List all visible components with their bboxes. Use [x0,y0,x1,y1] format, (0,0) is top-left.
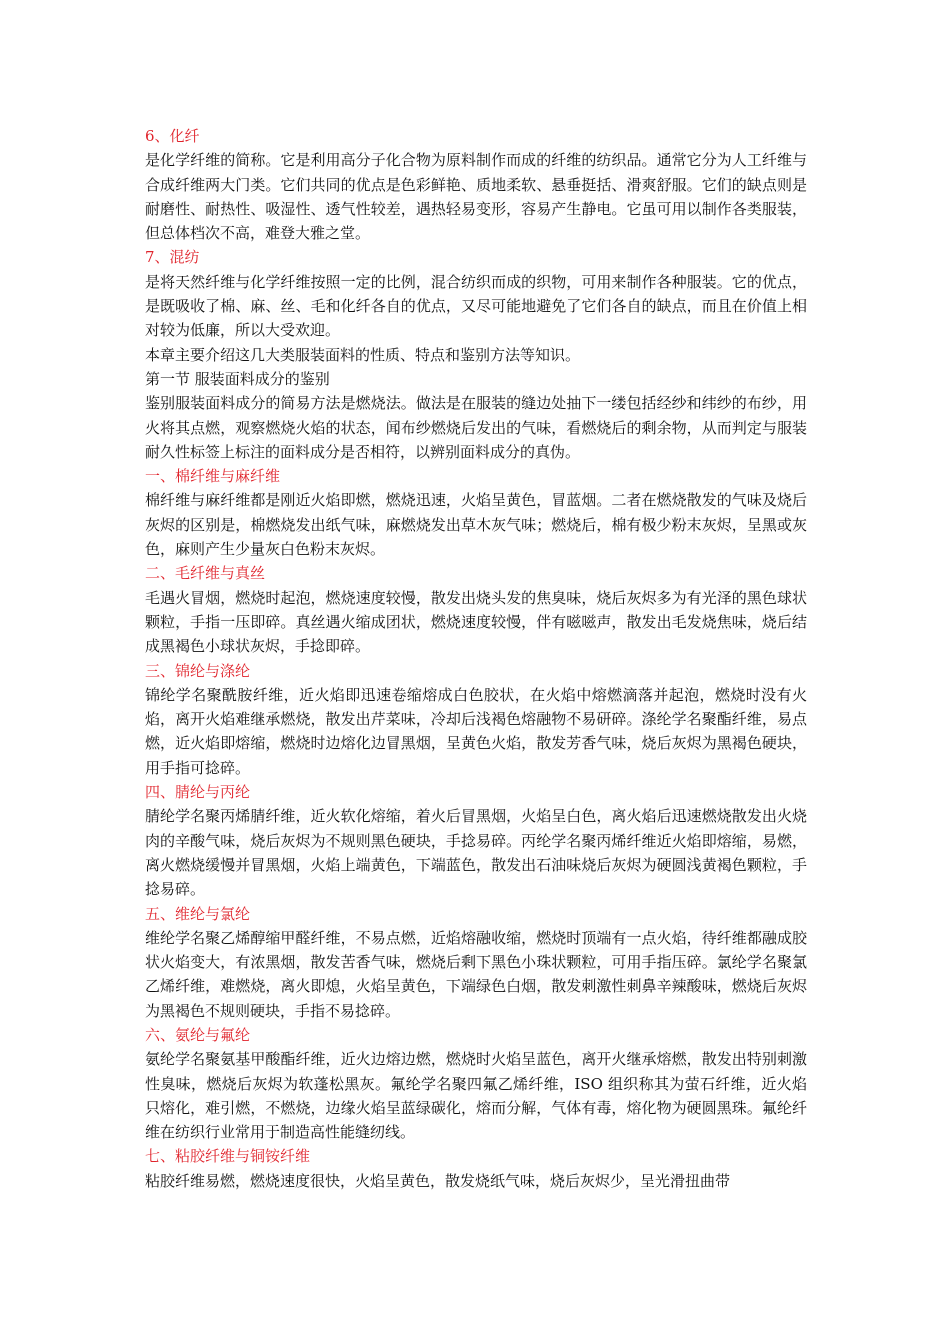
paragraph-synthetic-fiber: 是化学纤维的简称。它是利用高分子化合物为原料制作而成的纤维的纺织品。通常它分为人工纤维与合成纤维两大门类。它们共同的优点是色彩鲜艳、质地柔软、悬垂挺括、滑爽舒服。它们的缺点则是耐磨性、耐热性、吸湿性、透气性较差，遇热轻易变形，容易产生静电。它虽可用以制作各类服装，但总体档次不高，难登大雅之堂。 [145,151,807,243]
section-heading-synthetic-fiber: 6、化纤 [145,127,200,145]
section-heading-cotton-linen: 一、棉纤维与麻纤维 [145,467,281,486]
section-heading-viscose-cupro: 七、粘胶纤维与铜铵纤维 [145,1147,311,1166]
paragraph-burning-method: 鉴别服装面料成分的简易方法是燃烧法。做法是在服装的缝边处抽下一缕包括经纱和纬纱的布纱，用火将其点燃，观察燃烧火焰的状态，闻布纱燃烧后发出的气味，看燃烧后的剩余物，从而判定与服装耐久性标签上标注的面料成分是否相符，以辨别面料成分的真伪。 [145,394,807,461]
paragraph-spandex-ptfe: 氨纶学名聚氨基甲酸酯纤维，近火边熔边燃，燃烧时火焰呈蓝色，离开火继承熔燃，散发出特别刺激性臭味，燃烧后灰烬为软蓬松黑灰。氟纶学名聚四氟乙烯纤维，ISO 组织称其为萤石纤维，近火焰只熔化，难引燃，不燃烧，边缘火焰呈蓝绿碳化，熔而分解，气体有毒，熔化物为硬圆黑珠。氟纶纤维在纺织行业常用于制造高性能缝纫线。 [145,1050,807,1142]
paragraph-vinylon-pvc: 维纶学名聚乙烯醇缩甲醛纤维，不易点燃，近焰熔融收缩，燃烧时顶端有一点火焰，待纤维都融成胶状火焰变大，有浓黑烟，散发苦香气味，燃烧后剩下黑色小珠状颗粒，可用手指压碎。氯纶学名聚氯乙烯纤维，难燃烧，离火即熄，火焰呈黄色，下端绿色白烟，散发刺激性刺鼻辛辣酸味，燃烧后灰烬为黑褐色不规则硬块，手指不易捻碎。 [145,928,807,1020]
paragraph-acrylic-polypropylene: 腈纶学名聚丙烯腈纤维，近火软化熔缩，着火后冒黑烟，火焰呈白色，离火焰后迅速燃烧散发出火烧肉的辛酸气味，烧后灰烬为不规则黑色硬块，手捻易碎。丙纶学名聚丙烯纤维近火焰即熔缩，易燃，离火燃烧缓慢并冒黑烟，火焰上端黄色，下端蓝色，散发出石油味烧后灰烬为硬圆浅黄褐色颗粒，手捻易碎。 [145,807,807,899]
section-heading-nylon-polyester: 三、锦纶与涤纶 [145,661,251,680]
section-heading-blended: 7、混纺 [145,248,200,267]
paragraph-blended: 是将天然纤维与化学纤维按照一定的比例，混合纺织而成的织物，可用来制作各种服装。它的优点，是既吸收了棉、麻、丝、毛和化纤各自的优点，又尽可能地避免了它们各自的缺点，而且在价值上相对较为低廉，所以大受欢迎。 [145,272,807,340]
section-heading-acrylic-polypropylene: 四、腈纶与丙纶 [145,783,251,802]
paragraph-viscose-cupro: 粘胶纤维易燃，燃烧速度很快，火焰呈黄色，散发烧纸气味，烧后灰烬少，呈光滑扭曲带 [145,1171,731,1190]
paragraph-nylon-polyester: 锦纶学名聚酰胺纤维，近火焰即迅速卷缩熔成白色胶状，在火焰中熔燃滴落并起泡，燃烧时没有火焰，离开火焰难继承燃烧，散发出芹菜味，冷却后浅褐色熔融物不易研碎。涤纶学名聚酯纤维，易点燃，近火焰即熔缩，燃烧时边熔化边冒黑烟，呈黄色火焰，散发芳香气味，烧后灰烬为黑褐色硬块，用手指可捻碎。 [145,685,807,777]
paragraph-cotton-linen: 棉纤维与麻纤维都是刚近火焰即燃，燃烧迅速，火焰呈黄色，冒蓝烟。二者在燃烧散发的气味及烧后灰烬的区别是，棉燃烧发出纸气味，麻燃烧发出草木灰气味；燃烧后，棉有极少粉末灰烬，呈黑或灰色，麻则产生少量灰白色粉末灰烬。 [145,491,807,559]
paragraph-wool-silk: 毛遇火冒烟，燃烧时起泡，燃烧速度较慢，散发出烧头发的焦臭味，烧后灰烬多为有光泽的黑色球状颗粒，手指一压即碎。真丝遇火缩成团状，燃烧速度较慢，伴有嗞嗞声，散发出毛发烧焦味，烧后结成黑褐色小球状灰烬，手捻即碎。 [145,588,807,656]
paragraph-chapter-intro: 本章主要介绍这几大类服装面料的性质、特点和鉴别方法等知识。 [145,345,581,364]
section-heading-wool-silk: 二、毛纤维与真丝 [145,564,266,583]
section-title-identification: 第一节 服装面料成分的鉴别 [145,369,330,388]
section-heading-spandex-ptfe: 六、氨纶与氟纶 [145,1025,251,1044]
document-page [145,124,807,1193]
section-heading-vinylon-pvc: 五、维纶与氯纶 [145,904,251,923]
